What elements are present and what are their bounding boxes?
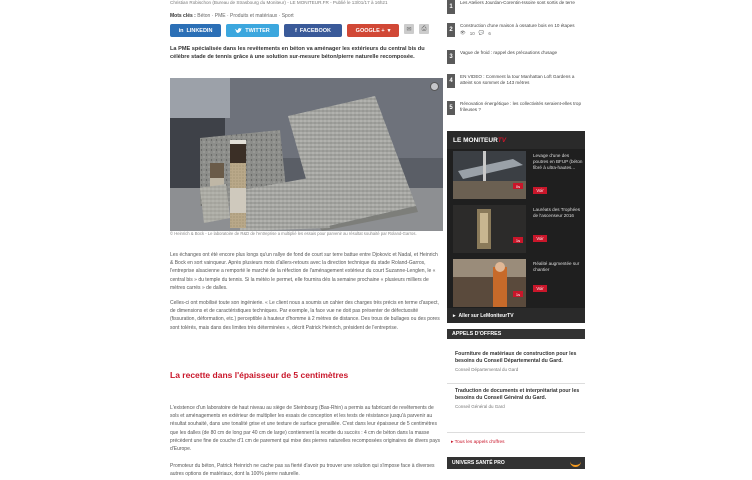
news-rank: 2: [447, 23, 455, 37]
tv-video-item[interactable]: [453, 205, 581, 257]
news-title: Vague de froid : rappel des précautions d'usage: [460, 50, 558, 55]
video-title: Lauréats des Trophées de l'ascenseur 2016: [533, 207, 580, 218]
video-thumbnail: [453, 205, 526, 253]
news-title: Rénovation énergétique : les collectivités seraient-elles trop frileuses ?: [460, 101, 582, 112]
appels-offres-heading: APPELS D'OFFRES: [447, 329, 585, 339]
news-rank: 5: [447, 101, 455, 115]
appel-offre-title: Traduction de documents et interprétariat pour les besoins du Conseil Général du Gard.: [455, 388, 580, 401]
smile-logo-icon: [570, 459, 581, 467]
news-title: Construction d'une maison à ossature bois en 10 étapes: [460, 23, 575, 28]
all-tenders-link[interactable]: ▸ Tous les appels d'offres: [451, 440, 505, 445]
article-paragraph: Celles-ci ont mobilisé toute son ingénierie. « Le client nous a soumis un cahier des charges très précis en terme d'aspect, de dimensions et de caractéristiques techniques. Par exemple, la face vue ne doit pas présenter de défectuosité (fissuration, déformation, etc.) perceptible à hauteur d'homme à 2 mètres de distance. Des trous de bullages ou des pores sont tolérés, mais dans des limites très déterminées », décrit Patrick Heinrich, président de l'entreprise.: [170, 300, 440, 331]
zoom-icon[interactable]: [430, 82, 439, 91]
linkedin-label: LINKEDIN: [186, 27, 213, 34]
share-linkedin-button[interactable]: [170, 24, 221, 37]
news-rank: 3: [447, 50, 455, 64]
news-title: Les Ateliers Jourdan-Corentin-Issoire sont sortis de terre: [460, 0, 575, 5]
article-byline: Christian Robischon (Bureau de Strasbourg du Moniteur) - LE MONITEUR.FR - Publié le 13/01/17 à 16h21: [170, 0, 388, 5]
moniteur-tv-widget: [447, 131, 585, 323]
article-lead: La PME spécialisée dans les revêtements en béton va aménager les extérieurs du central bis du célèbre stade de tennis grâce à une solution sur-mesure béton/pierre naturelle recomposée.: [170, 46, 425, 60]
news-title: EN VIDEO : Comment la tour Manhattan Loft Gardens a atteint son sommet de 143 mètres: [460, 74, 575, 85]
divider: [447, 383, 585, 384]
video-thumbnail: [453, 259, 526, 307]
news-item[interactable]: [447, 23, 585, 37]
linkedin-icon: in: [178, 27, 184, 34]
facebook-label: FACEBOOK: [299, 27, 331, 34]
twitter-icon: [235, 28, 242, 34]
arrow-right-icon: ▸: [451, 440, 454, 445]
article-paragraph: Promoteur du béton, Patrick Heinrich ne cache pas sa fierté d'avoir pu trouver une solution qui s'impose face à diverses autres options de matériaux, dont la 100% pierre naturelle.: [170, 463, 435, 478]
tv-footer-link[interactable]: [447, 308, 585, 323]
divider: [447, 432, 585, 433]
article-paragraph: Les échanges ont été encore plus longs qu'un rallye de fond de court sur terre battue entre Djokovic et Nadal, et Heinrich & Bock en sort vainqueur. Après plusieurs mois d'allers-retours avec la direction technique du stade Roland-Garros, l'entreprise alsacienne a remporté le marché de la réfection de l'aménagement extérieur du court Suzanne-Lenglen, le « central bis » du temple du tennis. Si la météo le permet, elle fournira dès la semaine prochaine « plusieurs milliers de mètres carrés » de dalles.: [170, 252, 438, 291]
appel-offre-item[interactable]: [447, 388, 585, 409]
views-icon: 👁: [460, 30, 466, 35]
watch-button[interactable]: Voir: [533, 285, 547, 292]
news-meta: [460, 30, 575, 36]
video-title: Levage d'une des poutres en BFUP (béton fibré à ultra-hautes...: [533, 153, 583, 170]
article-tags: [170, 13, 294, 19]
watch-button[interactable]: Voir: [533, 187, 547, 194]
twitter-label: TWITTER: [245, 27, 270, 34]
share-bar: [170, 24, 429, 37]
tv-logo[interactable]: LE MONITEUR TV: [447, 131, 585, 149]
video-title: Réalité augmentée sur chantier: [533, 261, 580, 272]
comment-count: 6: [488, 30, 491, 36]
share-facebook-button[interactable]: [284, 24, 342, 37]
watch-button[interactable]: Voir: [533, 235, 547, 242]
photo-concrete-samples: [170, 78, 443, 231]
video-duration: 1s: [513, 237, 523, 243]
views-count: 10: [469, 30, 475, 36]
article-photo[interactable]: [170, 78, 443, 231]
news-item[interactable]: [447, 74, 585, 88]
appel-offre-org: Conseil Départemental du Gard: [455, 367, 519, 373]
facebook-icon: f: [294, 27, 297, 34]
news-item[interactable]: [447, 0, 585, 14]
tags-label: Mots clés :: [170, 13, 196, 19]
appel-offre-title: Fourniture de matériaux de construction pour les besoins du Conseil Départemental du Gard.: [455, 351, 577, 364]
article-paragraph: L'existence d'un laboratoire de haut niveau au siège de Steinbourg (Bas-Rhin) a permis au fabricant de revêtements de sols et aménagements en extérieur de multiplier les essais de conception et les tests de résistance jusqu'à parvenir au résultat souhaité, dans une tonalité grise et une texture de surface grenaillée. C'est dans leur épaisseur de 5 centimètres que les dalles (de 80 cm de long par 40 cm de large) contiennent la recette du succès : 4 cm de béton dans la masse précèdent une fine de couche d'1 cm de parement qui mixe des pierres naturelles recomposées originaires de divers pays d'Europe.: [170, 405, 440, 453]
univers-sante-heading: UNIVERS SANTÉ PRO: [447, 457, 585, 469]
tv-video-item[interactable]: [453, 259, 581, 311]
news-item[interactable]: [447, 50, 585, 64]
news-rank: 1: [447, 0, 455, 14]
video-thumbnail: [453, 151, 526, 199]
right-gutter: [585, 0, 752, 480]
news-item[interactable]: [447, 101, 585, 115]
left-gutter: [0, 0, 170, 480]
tags-list[interactable]: Béton · PME · Produits et matériaux · Sport: [197, 13, 294, 19]
video-duration: 1s: [513, 291, 523, 297]
google-label: GOOGLE +: [355, 27, 385, 34]
chevron-down-icon: ▾: [387, 27, 391, 34]
comment-icon: 💬: [478, 30, 485, 35]
tv-footer-label: Aller sur LeMoniteurTV: [458, 312, 514, 319]
appel-offre-item[interactable]: [447, 351, 585, 372]
email-icon[interactable]: ✉: [404, 24, 414, 34]
share-google-button[interactable]: [347, 24, 399, 37]
news-rank: 4: [447, 74, 455, 88]
share-twitter-button[interactable]: [226, 24, 279, 37]
section-heading: La recette dans l'épaisseur de 5 centimètres: [170, 370, 349, 380]
print-icon[interactable]: ⎙: [419, 24, 429, 34]
appel-offre-org: Conseil Général du Gard: [455, 404, 505, 410]
photo-caption: © Heinrich & Bock - Le laboratoire de R&D de l'entreprise a multiplié les essais pour parvenir au résultat souhaité par Roland-Garros.: [170, 231, 417, 236]
video-duration: 0s: [513, 183, 523, 189]
tv-video-item[interactable]: [453, 151, 581, 203]
play-icon: ▸: [453, 312, 456, 319]
